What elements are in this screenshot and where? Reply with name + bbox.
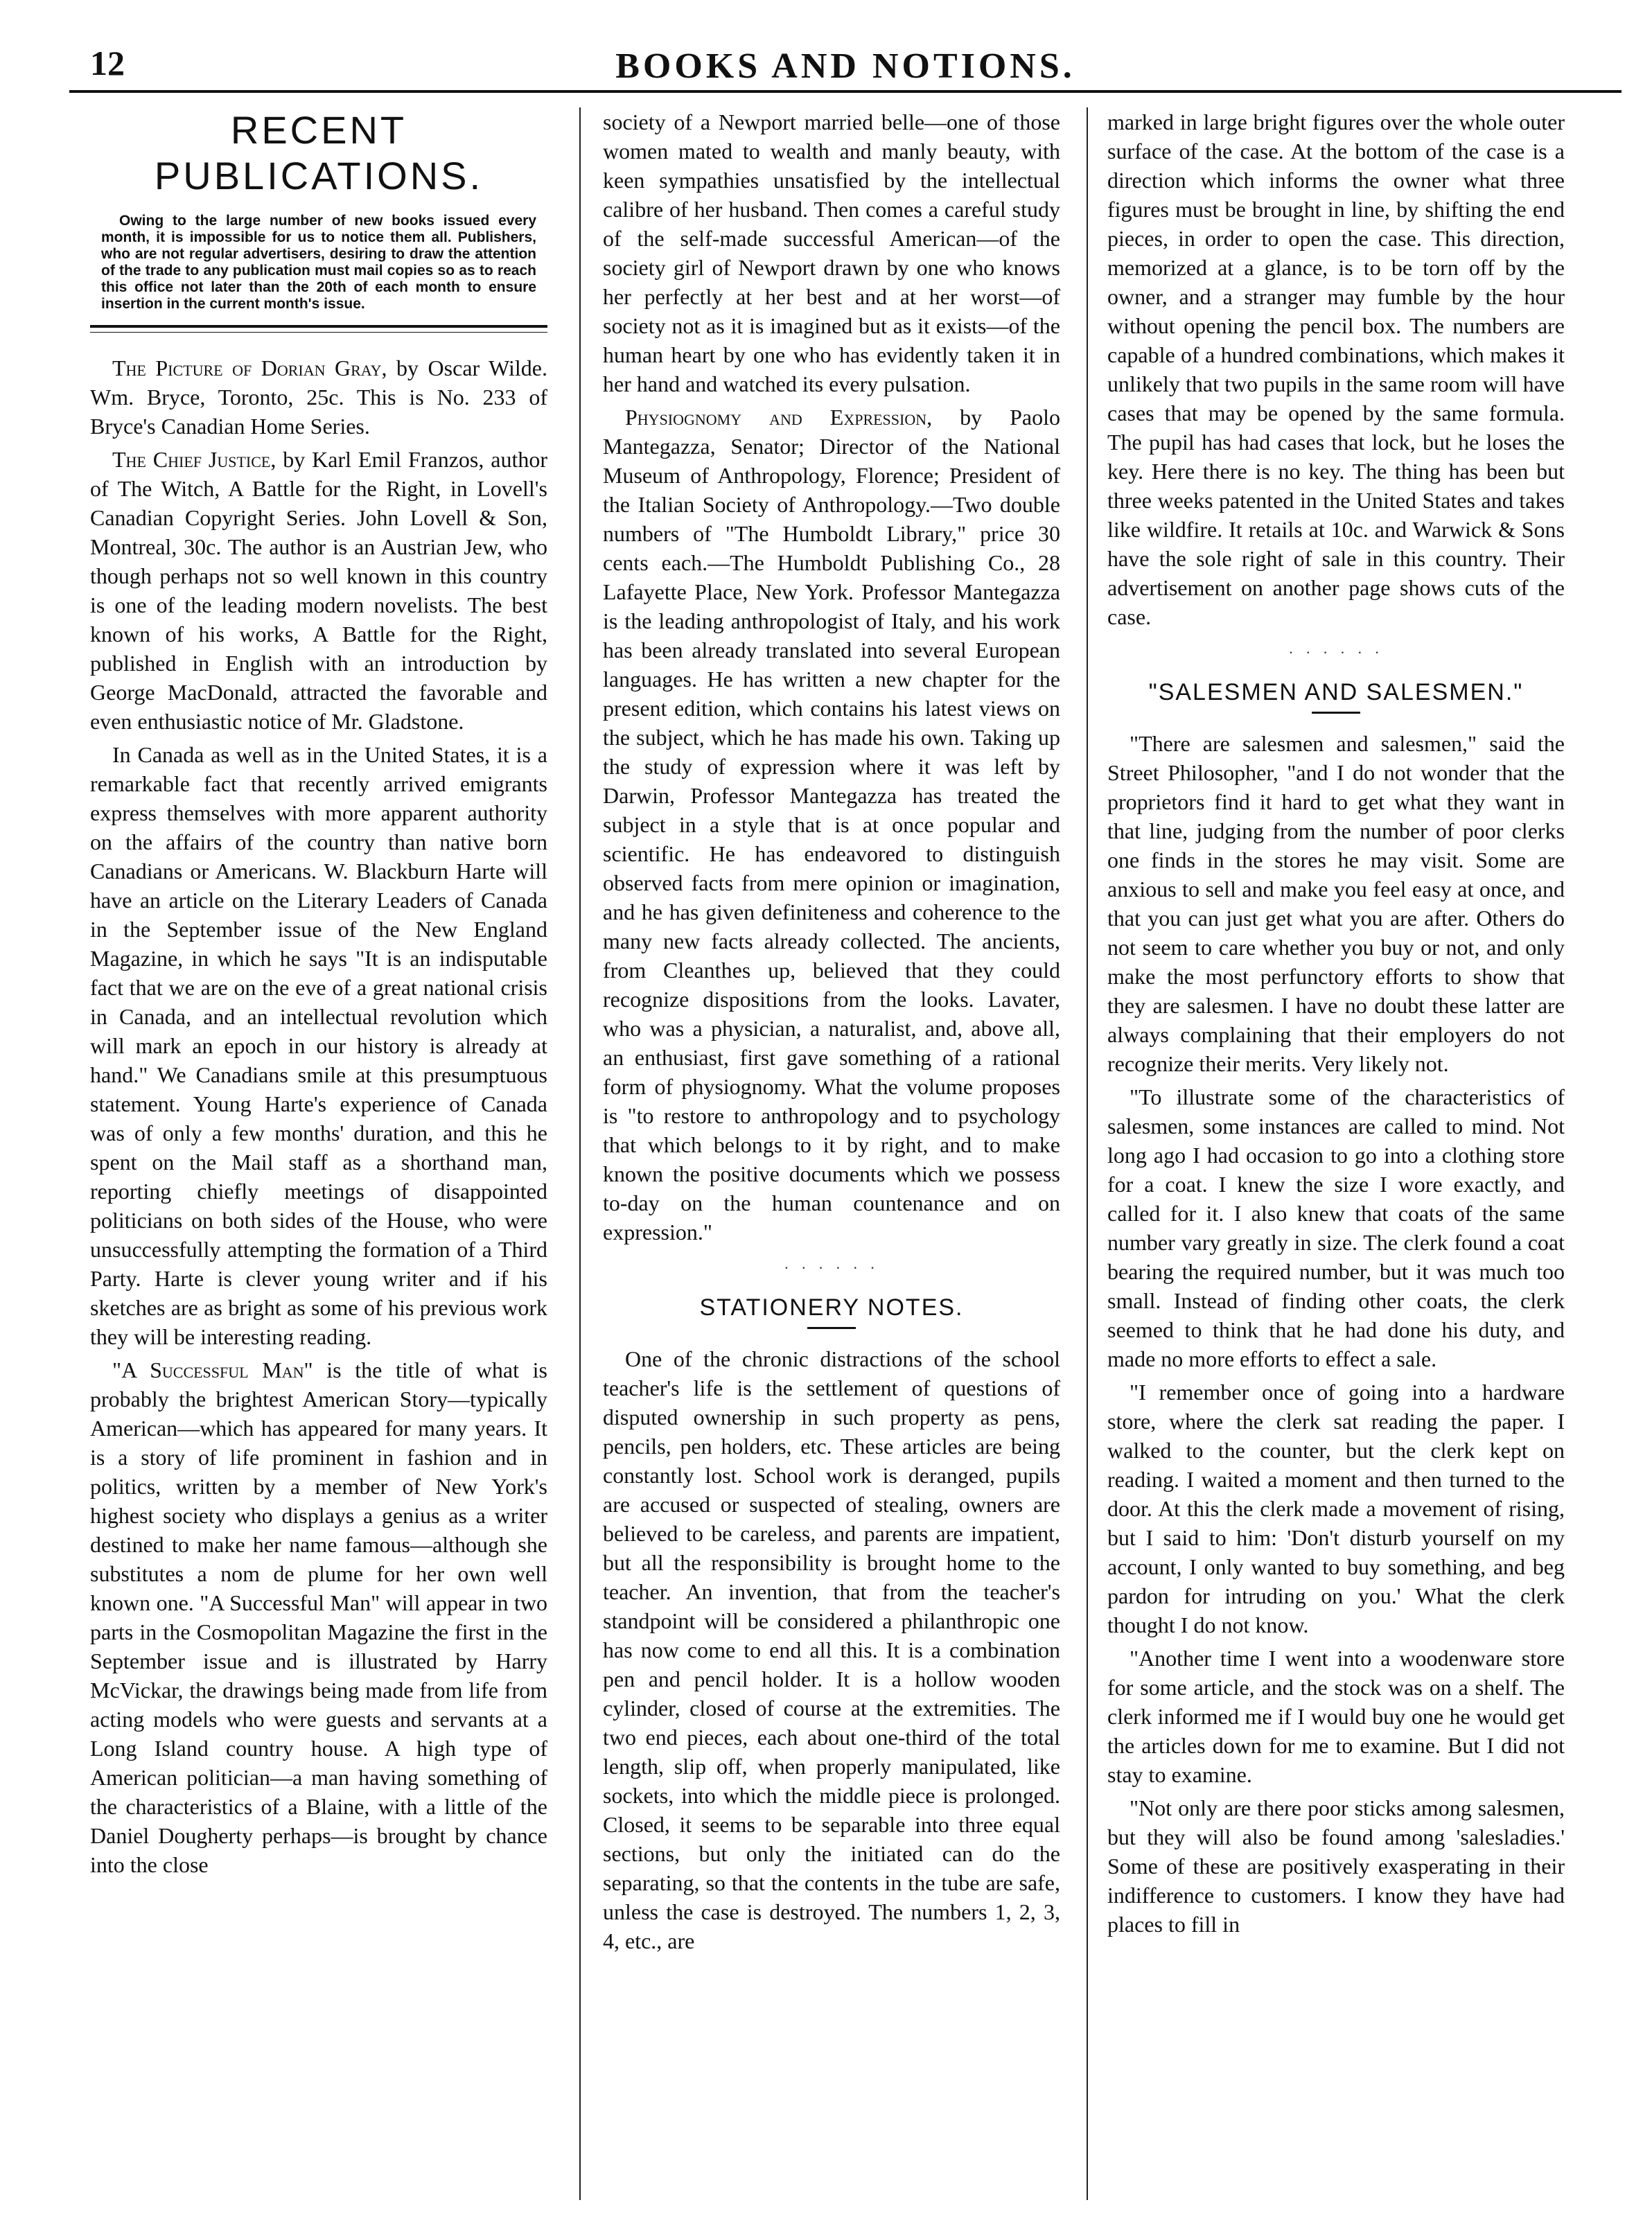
- journal-title: BOOKS AND NOTIONS.: [615, 46, 1075, 86]
- section-rule: [90, 325, 547, 333]
- paragraph-text: is the title of what is probably the brightest American Story—typically American—which has appeared for many years. It is a story of life prominent in fashion and in politics, written by a member of New York's highest society who displays a genius as a writer destined to make her name famous—although she substitutes a nom de plume for her own well known one. "A Successful Man" will appear in two parts in the Cosmopolitan Magazine the first in the September issue and is illustrated by Harry McVickar, the drawings being made from life from acting models who were guests and servants at a Long Island country house. A high type of American politician—a man having something of the characteristics of a Blaine, with a little of the Daniel Dougherty perhaps—is brought by chance into the close: [90, 1357, 547, 1877]
- column-divider: [1087, 107, 1088, 2200]
- book-title: The Picture of Dorian Gray,: [112, 355, 387, 380]
- article-paragraph: In Canada as well as in the United States, it is a remarkable fact that recently arrived emigrants express themselves with more apparent authority on the affairs of the country than native born Canadians or Americans. W. Blackburn Harte will have an article on the Literary Leaders of Canada in the September issue of the New England Magazine, in which he says "It is an indisputable fact that we are on the eve of a great national crisis in Canada, and an intellectual revolution which will mark an epoch in our history is already at hand." We Canadians smile at this presumptuous statement. Young Harte's experience of Canada was of only a few months' duration, and this he spent on the Mail staff as a shorthand man, reporting chiefly meetings of disappointed politicians on both sides of the House, who were unsuccessfully attempting the formation of a Third Party. Harte is clever young writer and if his sketches are as bright as some of his previous work they will be interesting reading.: [90, 742, 547, 1349]
- ornament-separator: · · · · · ·: [784, 1259, 879, 1276]
- ornament-separator: · · · · · ·: [1288, 644, 1384, 661]
- article-paragraph: "I remember once of going into a hardware store, where the clerk sat reading the paper. I walked to the counter, but the clerk kept on reading. I waited a moment and then turned to the door. At this the clerk made a movement of rising, but I said to him: 'Don't disturb yourself on my account, I only wanted to buy something, and beg pardon for intruding on you.' What the clerk thought I do not know.: [1107, 1380, 1565, 1637]
- paragraph-text: by Karl Emil Franzos, author of The Witch, A Battle for the Right, in Lovell's Canadian Copyright Series. John Lovell & Son, Montreal, 30c. The author is an Austrian Jew, who though perhaps not so well known in this country is one of the leading modern novelists. The best known of his works, A Battle for the Right, published in English with an introduction by George MacDonald, attracted the favorable and even enthusiastic notice of Mr. Gladstone.: [90, 447, 547, 734]
- section-heading-recent-publications: RECENT PUBLICATIONS.: [154, 108, 484, 197]
- section-heading-stationery-notes: STATIONERY NOTES.: [699, 1294, 964, 1321]
- paragraph-text: by Paolo Mantegazza, Senator; Director of the National Museum of Anthropology, Florence; President of the Italian Society of Anthropology.—Two double numbers of "The Humboldt Library," price 30 cents each.—The Humboldt Publishing Co., 28 Lafayette Place, New York. Professor Mantegazza is the leading anthropologist of Italy, and his work has been already translated into several European languages. He has written a new chapter for the present edition, which contains his latest views on the subject, which he has made his own. Taking up the study of expression where it was left by Darwin, Professor Mantegazza has treated the subject in a style that is at once popular and scientific. He has endeavored to distinguish observed facts from mere opinion or imagination, and he has given definiteness and coherence to the many new facts already collected. The ancients, from Cleanthes up, believed that they could recognize dispositions from the looks. Lavater, who was a physician, a naturalist, and, above all, an enthusiast, first gave something of a rational form of physiognomy. What the volume proposes is "to restore to anthropology and to psychology that which belongs to it by right, and to make known the positive documents which we possess to-day on the human countenance and on expression.": [603, 405, 1060, 1245]
- article-paragraph: One of the chronic distractions of the school teacher's life is the settlement of questions of disputed ownership in such property as pens, pencils, pen holders, etc. These articles are being constantly lost. School work is deranged, pupils are accused or suspected of stealing, owners are believed to be careless, and parents are impatient, but all the responsibility is brought home to the teacher. An invention, that from the teacher's standpoint will be considered a philanthropic one has now come to end all this. It is a combination pen and pencil holder. It is a hollow wooden cylinder, closed of course at the extremities. The two end pieces, each about one-third of the total length, slip off, when properly manipulated, like sockets, into which the middle piece is prolonged. Closed, it seems to be separable into three equal sections, but only the initiated can do the separating, so that the contents in the tube are safe, unless the case is destroyed. The numbers 1, 2, 3, 4, etc., are: [603, 1346, 1060, 1953]
- header-rule: [69, 90, 1622, 93]
- section-heading-salesmen: "SALESMEN AND SALESMEN.": [1148, 679, 1524, 705]
- column-divider: [579, 107, 581, 2200]
- heading-rule: [1312, 712, 1360, 714]
- article-paragraph: [90, 1355, 547, 1879]
- column-2: [603, 107, 1060, 2186]
- article-paragraph: marked in large bright figures over the whole outer surface of the case. At the bottom of the case is a direction which informs the owner what three figures must be brought in line, by shifting the end pieces, in order to open the case. This direction, memorized at a glance, is to be torn off by the owner, and a stranger may fumble by the hour without opening the pencil box. The numbers are capable of a hundred combinations, which makes it unlikely that two pupils in the same room will have cases that may be opened by the same formula. The pupil has had cases that lock, but he loses the key. Here there is no key. The thing has been but three weeks patented in the United States and takes like wildfire. It retails at 10c. and Warwick & Sons have the sole right of sale in this country. Their advertisement on another page shows cuts of the case.: [1107, 109, 1565, 629]
- article-paragraph: [90, 353, 547, 441]
- book-title: "A Successful Man": [112, 1357, 313, 1382]
- article-paragraph: society of a Newport married belle—one of those women mated to wealth and manly beauty, with keen sympathies unsatisfied by the intellectual calibre of her husband. Then comes a careful study of the self-made successful American—of the society girl of Newport drawn by one who knows her perfectly at her best and at her worst—of society not as it is imagined but as it exists—of the human heart by one who has evidently taken it in her hand and watched its every pulsation.: [603, 109, 1060, 396]
- column-1: [90, 107, 547, 2186]
- article-paragraph: "To illustrate some of the characteristics of salesmen, some instances are called to mind. Not long ago I had occasion to go into a clothing store for a coat. I knew the size I wore exactly, and called for it. I also knew that coats of the same number vary greatly in size. The clerk found a coat bearing the required number, but it was much too small. Instead of finding other coats, the clerk seemed to think that he had done his duty, and made no more efforts to effect a sale.: [1107, 1084, 1565, 1371]
- book-title: Physiognomy and Expression,: [625, 405, 933, 430]
- column-3: [1107, 107, 1565, 2186]
- article-paragraph: [603, 403, 1060, 1247]
- article-paragraph: [90, 445, 547, 736]
- article-paragraph: "Another time I went into a woodenware store for some article, and the stock was on a shelf. The clerk informed me if I would buy one he would get the articles down for me to examine. But I did not stay to examine.: [1107, 1646, 1565, 1787]
- paragraph-text: by Oscar Wilde. Wm. Bryce, Toronto, 25c. This is No. 233 of Bryce's Canadian Home Series.: [90, 355, 547, 439]
- page-number: 12: [90, 44, 125, 82]
- book-title: The Chief Justice,: [112, 447, 276, 472]
- article-paragraph: "There are salesmen and salesmen," said the Street Philosopher, "and I do not wonder that the proprietors find it hard to get what they want in that line, judging from the number of poor clerks one finds in the stores he may visit. Some are anxious to sell and make you feel easy at once, and that you can just get what you are after. Others do not seem to care whether you buy or not, and only make the most perfunctory efforts to show that they are salesmen. I have no doubt these latter are always complaining that their employers do not recognize their merits. Very likely not.: [1107, 731, 1565, 1076]
- heading-rule: [807, 1327, 856, 1329]
- article-paragraph: "Not only are there poor sticks among salesmen, but they will also be found among 'salesladies.' Some of these are positively exasperating in their indifference to customers. I know they have had places to fill in: [1107, 1795, 1565, 1937]
- publisher-notice: Owing to the large number of new books issued every month, it is impossible for us to notice them all. Publishers, who are not regular advertisers, desiring to draw the attention of the trade to any publication must mail copies so as to reach this office not later than the 20th of each month to ensure insertion in the current month's issue.: [101, 213, 536, 312]
- page-header: [69, 28, 1622, 90]
